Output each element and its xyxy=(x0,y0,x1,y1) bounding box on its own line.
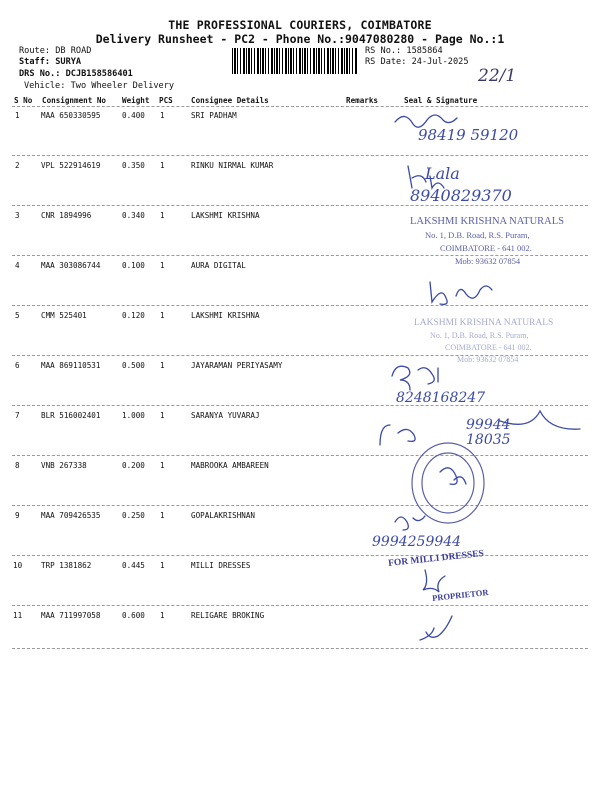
row-sno: 6 xyxy=(15,361,20,370)
row-pcs: 1 xyxy=(160,211,165,220)
signature-phone-7: 99944 18035 xyxy=(466,417,511,448)
signature-phone-9: 9994259944 xyxy=(372,534,462,550)
row-consignment: CMM 525401 xyxy=(41,311,87,320)
signature-scribble-8 xyxy=(440,468,466,485)
vehicle-line: Vehicle: Two Wheeler Delivery xyxy=(24,81,175,91)
signature-scribble-9 xyxy=(395,516,425,530)
row-consignee: SARANYA YUVARAJ xyxy=(191,411,260,420)
row-sno: 8 xyxy=(15,461,20,470)
document-title: THE PROFESSIONAL COURIERS, COIMBATORE xyxy=(168,18,432,32)
row-consignee: LAKSHMI KRISHNA xyxy=(191,311,260,320)
stamp-line: Mob: 93632 07854 xyxy=(457,355,519,364)
col-weight: Weight xyxy=(122,96,150,105)
row-consignment: MAA 303086744 xyxy=(41,261,101,270)
vehicle-value: Two Wheeler Delivery xyxy=(70,81,175,91)
row-divider xyxy=(12,505,588,506)
row-consignee: LAKSHMI KRISHNA xyxy=(191,211,260,220)
row-pcs: 1 xyxy=(160,561,165,570)
row-weight: 0.100 xyxy=(122,261,145,270)
route-value: DB ROAD xyxy=(55,46,92,56)
row-sno: 4 xyxy=(15,261,20,270)
row-pcs: 1 xyxy=(160,511,165,520)
handwritten-date: 22/1 xyxy=(478,66,517,86)
drs-value: DCJB158586401 xyxy=(65,69,133,79)
row-divider xyxy=(12,305,588,306)
signature-scribble-6 xyxy=(392,366,438,390)
col-consignee: Consignee Details xyxy=(191,96,269,105)
stamp-line: COIMBATORE - 641 002. xyxy=(445,343,532,352)
row-divider xyxy=(12,555,588,556)
round-stamp-8-inner xyxy=(422,453,474,513)
row-pcs: 1 xyxy=(160,261,165,270)
stamp-line: LAKSHMI KRISHNA NATURALS xyxy=(410,216,565,227)
signature-scribble-4 xyxy=(430,282,492,304)
row-consignee: GOPALAKRISHNAN xyxy=(191,511,256,520)
row-consignee: MABROOKA AMBAREEN xyxy=(191,461,269,470)
stamp-line: No. 1, D.B. Road, R.S. Puram, xyxy=(425,230,530,240)
row-pcs: 1 xyxy=(160,111,165,120)
staff-value: SURYA xyxy=(55,57,82,67)
document-subtitle: Delivery Runsheet - PC2 - Phone No.:9047080280 - Page No.:1 xyxy=(95,32,505,46)
row-consignment: MAA 711997058 xyxy=(41,611,101,620)
route-line: Route: DB ROAD xyxy=(19,46,92,56)
signature-scribble-10 xyxy=(423,570,445,592)
col-consignment: Consignment No xyxy=(42,96,107,105)
row-consignee: JAYARAMAN PERIYASAMY xyxy=(191,361,283,370)
stamp-line: Mob: 93632 07854 xyxy=(455,256,521,266)
stamp-line: COIMBATORE - 641 002. xyxy=(440,243,532,253)
row-sno: 5 xyxy=(15,311,20,320)
row-weight: 0.340 xyxy=(122,211,145,220)
row-weight: 0.350 xyxy=(122,161,145,170)
row-weight: 0.445 xyxy=(122,561,145,570)
row-sno: 2 xyxy=(15,161,20,170)
row-divider xyxy=(12,205,588,206)
row-sno: 11 xyxy=(13,611,23,620)
row-weight: 0.600 xyxy=(122,611,145,620)
signature-phone-2: 8940829370 xyxy=(410,186,512,205)
row-sno: 1 xyxy=(15,111,20,120)
signature-scribble-11 xyxy=(420,616,452,640)
row-pcs: 1 xyxy=(160,411,165,420)
rs-date-value: 24-Jul-2025 xyxy=(411,57,469,67)
row-consignment: TRP 1381862 xyxy=(41,561,92,570)
row-consignment: MAA 650330595 xyxy=(41,111,101,120)
row-consignment: MAA 709426535 xyxy=(41,511,101,520)
header-divider xyxy=(12,106,588,107)
stamp-line: FOR MILLI DRESSES xyxy=(387,549,485,569)
signature-name-2: Lala xyxy=(425,164,460,183)
row-sno: 9 xyxy=(15,511,20,520)
row-divider xyxy=(12,648,588,649)
row-sno: 10 xyxy=(13,561,23,570)
col-sno: S No xyxy=(14,96,33,105)
row-divider xyxy=(12,405,588,406)
rs-date-line: RS Date: 24-Jul-2025 xyxy=(365,57,469,67)
row-consignment: VNB 267338 xyxy=(41,461,87,470)
rs-no-line: RS No.: 1585864 xyxy=(365,46,443,56)
row-pcs: 1 xyxy=(160,461,165,470)
row-weight: 0.200 xyxy=(122,461,145,470)
row-divider xyxy=(12,605,588,606)
signature-phone-6: 8248168247 xyxy=(396,390,486,406)
row-consignment: MAA 869110531 xyxy=(41,361,101,370)
row-consignment: BLR 516002401 xyxy=(41,411,101,420)
row-pcs: 1 xyxy=(160,361,165,370)
staff-line: Staff: SURYA xyxy=(19,57,82,67)
barcode xyxy=(232,48,358,74)
row-weight: 1.000 xyxy=(122,411,145,420)
row-sno: 3 xyxy=(15,211,20,220)
row-consignee: AURA DIGITAL xyxy=(191,261,246,270)
row-consignee: SRI PADHAM xyxy=(191,111,237,120)
row-weight: 0.120 xyxy=(122,311,145,320)
row-consignee: RELIGARE BROKING xyxy=(191,611,265,620)
row-pcs: 1 xyxy=(160,611,165,620)
stamp-line: PROPRIETOR xyxy=(431,587,489,603)
col-remarks: Remarks xyxy=(346,96,379,105)
row-weight: 0.400 xyxy=(122,111,145,120)
col-pcs: PCS xyxy=(159,96,173,105)
rs-no-value: 1585864 xyxy=(406,46,443,56)
col-seal-signature: Seal & Signature xyxy=(404,96,478,105)
stamp-line: LAKSHMI KRISHNA NATURALS xyxy=(414,318,554,328)
row-pcs: 1 xyxy=(160,161,165,170)
row-consignment: VPL 522914619 xyxy=(41,161,101,170)
row-consignment: CNR 1894996 xyxy=(41,211,92,220)
drs-line: DRS No.: DCJB158586401 xyxy=(19,69,133,79)
stamp-line: No. 1, D.B. Road, R.S. Puram, xyxy=(430,331,529,340)
row-weight: 0.250 xyxy=(122,511,145,520)
row-pcs: 1 xyxy=(160,311,165,320)
signature-phone-1: 98419 59120 xyxy=(418,126,519,144)
row-weight: 0.500 xyxy=(122,361,145,370)
row-divider xyxy=(12,155,588,156)
row-consignee: RINKU NIRMAL KUMAR xyxy=(191,161,274,170)
row-consignee: MILLI DRESSES xyxy=(191,561,251,570)
row-divider xyxy=(12,455,588,456)
row-sno: 7 xyxy=(15,411,20,420)
